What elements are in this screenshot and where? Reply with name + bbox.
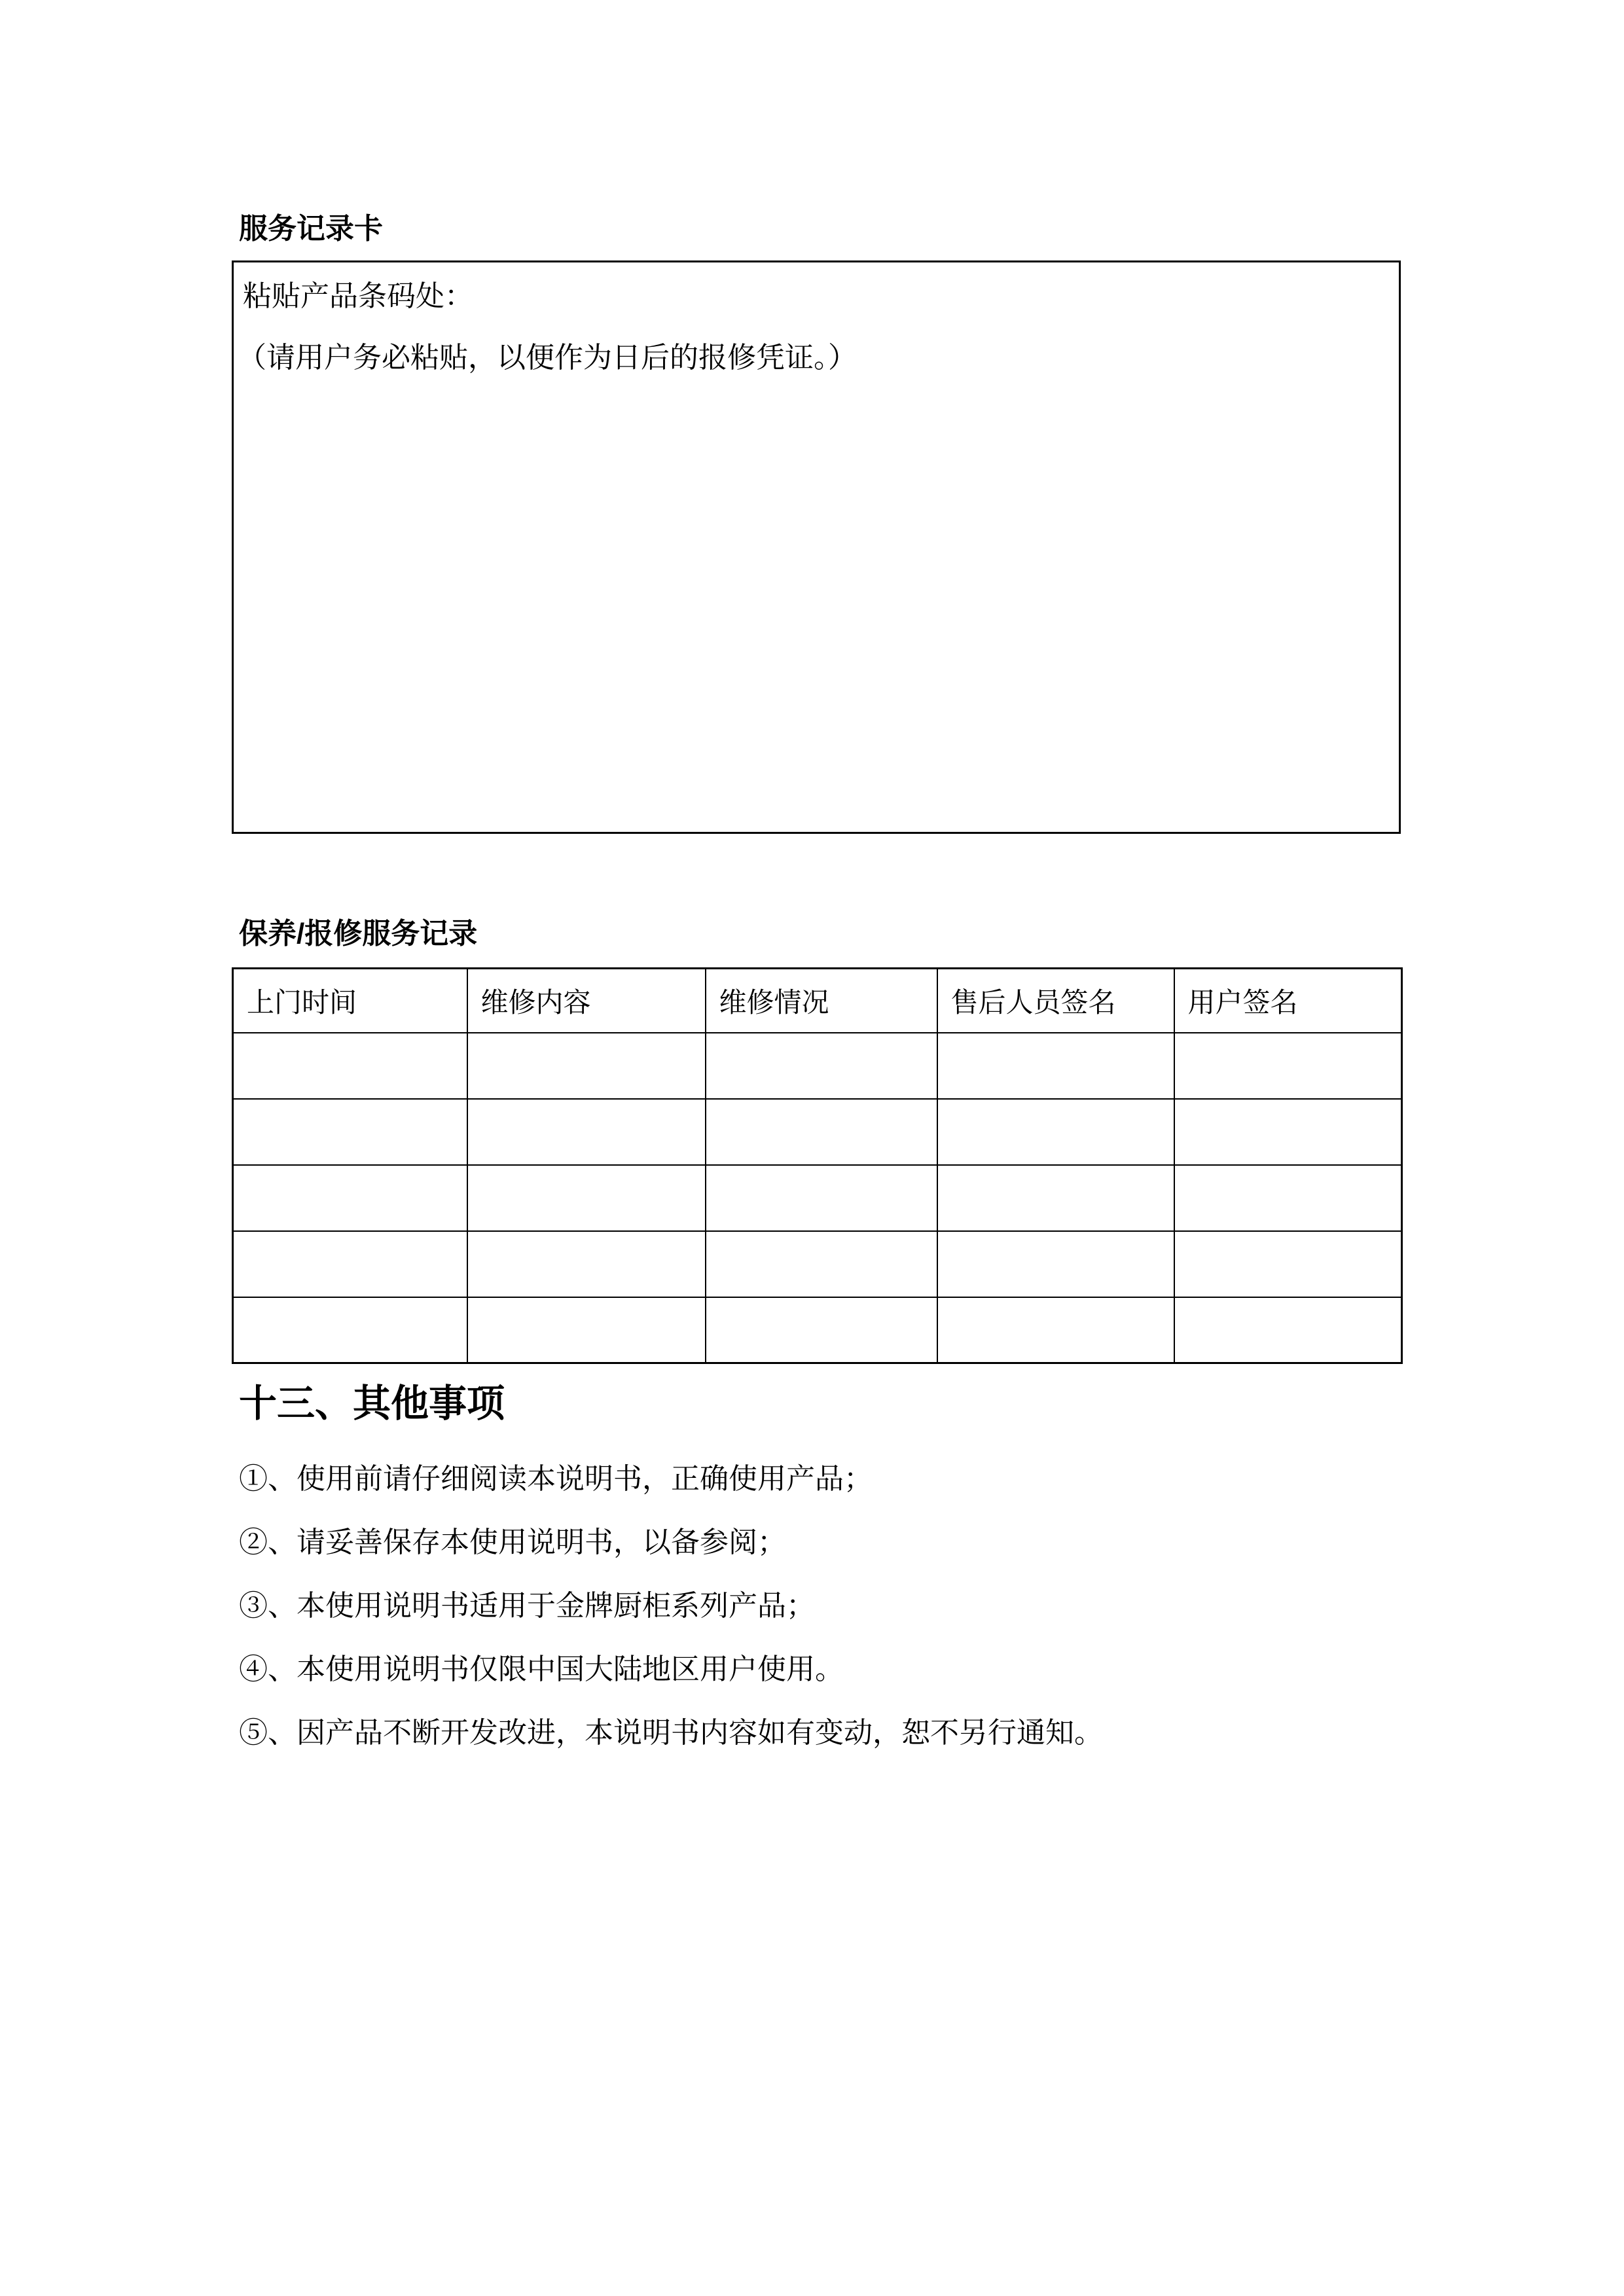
table-row [233, 1165, 1402, 1231]
table-header-row [233, 969, 1402, 1033]
table-cell [706, 1033, 937, 1099]
barcode-paste-box [232, 260, 1401, 834]
note-item: ①、使用前请仔细阅读本说明书，正确使用产品； [239, 1463, 873, 1495]
table-cell [1174, 1033, 1402, 1099]
table-cell [233, 1297, 467, 1363]
other-matters-title: 十三、其他事项 [239, 1382, 505, 1425]
table-row [233, 1297, 1402, 1363]
table-cell [467, 1165, 706, 1231]
column-header-repair-status: 维修情况 [706, 969, 937, 1033]
table-cell [706, 1297, 937, 1363]
note-item: ⑤、因产品不断开发改进，本说明书内容如有变动，恕不另行通知。 [239, 1717, 1103, 1749]
table-cell [233, 1099, 467, 1165]
table-cell [1174, 1231, 1402, 1297]
table-cell [937, 1165, 1174, 1231]
table-cell [706, 1099, 937, 1165]
table-cell [706, 1165, 937, 1231]
column-header-aftersales-signature: 售后人员签名 [937, 969, 1174, 1033]
table-row [233, 1033, 1402, 1099]
table-cell [467, 1099, 706, 1165]
table-row [233, 1099, 1402, 1165]
table-cell [937, 1231, 1174, 1297]
column-header-user-signature: 用户签名 [1174, 969, 1402, 1033]
barcode-paste-label: 粘贴产品条码处： [243, 280, 473, 312]
service-card-title: 服务记录卡 [239, 213, 383, 245]
note-item: ②、请妥善保存本使用说明书，以备参阅； [239, 1526, 786, 1558]
other-matters-list [239, 1463, 1103, 1781]
table-cell [1174, 1165, 1402, 1231]
table-cell [467, 1231, 706, 1297]
table-cell [1174, 1099, 1402, 1165]
barcode-paste-note: （请用户务必粘贴，以便作为日后的报修凭证。） [238, 342, 857, 374]
table-cell [233, 1231, 467, 1297]
table-cell [467, 1033, 706, 1099]
table-cell [467, 1297, 706, 1363]
maintenance-record-title: 保养/报修服务记录 [239, 918, 478, 950]
service-record-table [232, 967, 1403, 1364]
table-row [233, 1231, 1402, 1297]
table-cell [1174, 1297, 1402, 1363]
table-cell [233, 1165, 467, 1231]
table-cell [706, 1231, 937, 1297]
table-cell [937, 1297, 1174, 1363]
table-cell [937, 1099, 1174, 1165]
note-item: ③、本使用说明书适用于金牌厨柜系列产品； [239, 1590, 815, 1622]
note-item: ④、本使用说明书仅限中国大陆地区用户使用。 [239, 1653, 844, 1685]
table-cell [937, 1033, 1174, 1099]
column-header-visit-time: 上门时间 [233, 969, 467, 1033]
table-cell [233, 1033, 467, 1099]
column-header-repair-content: 维修内容 [467, 969, 706, 1033]
